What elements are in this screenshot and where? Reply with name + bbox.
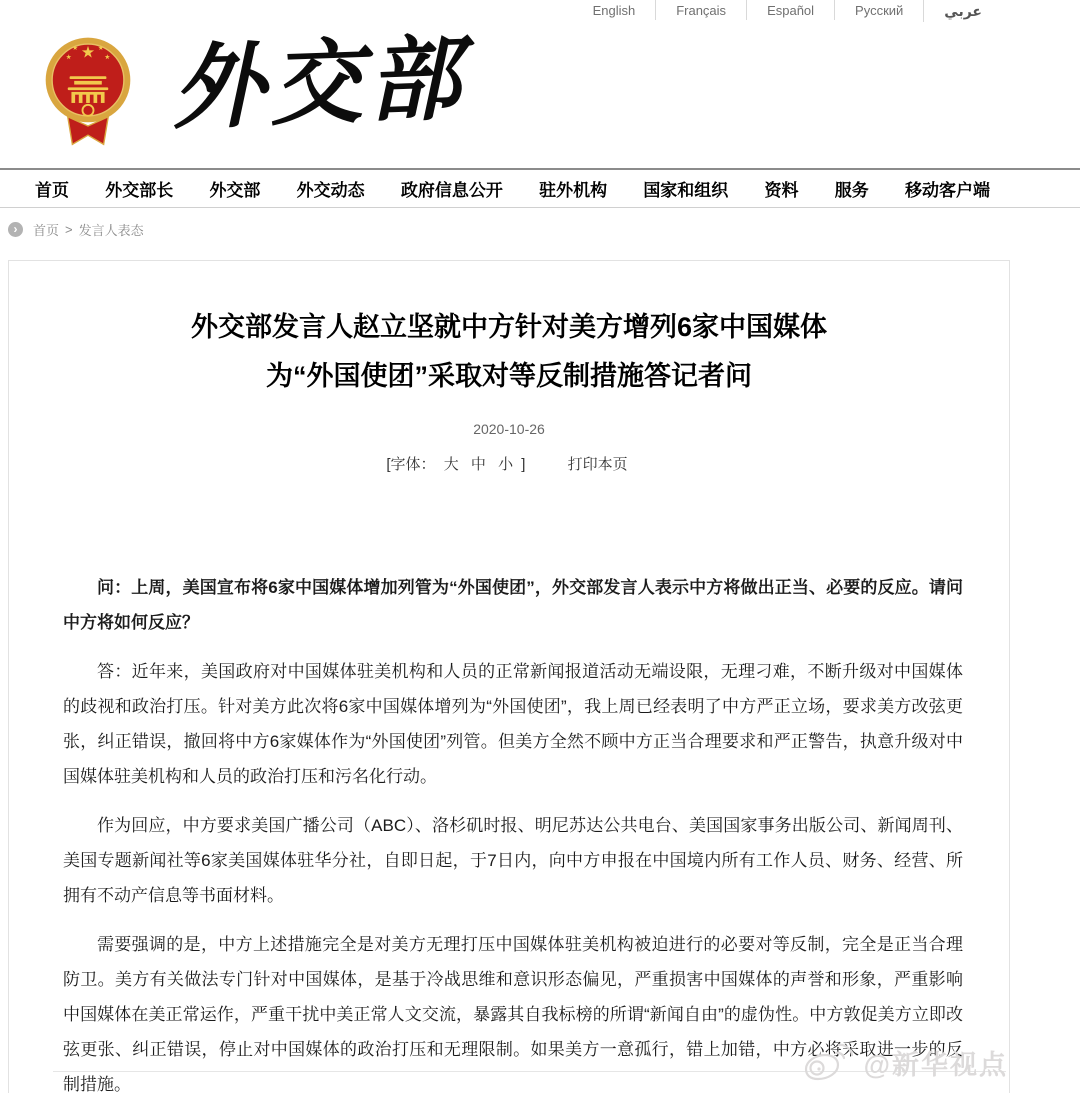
nav-item-mobile-client[interactable]: 移动客户端 xyxy=(904,181,990,200)
font-size-small-button[interactable]: 小 xyxy=(498,456,514,473)
nav-item-ministry[interactable]: 外交部 xyxy=(209,181,261,200)
breadcrumb-arrow-icon: › xyxy=(8,222,23,237)
nav-item-foreign-minister[interactable]: 外交部长 xyxy=(105,181,174,200)
breadcrumb-current: 发言人表态 xyxy=(78,222,144,238)
nav-item-resources[interactable]: 资料 xyxy=(764,181,799,200)
nav-item-gov-info[interactable]: 政府信息公开 xyxy=(400,181,503,200)
article-title xyxy=(9,303,1009,401)
paragraph-answer-1: 答：近年来，美国政府对中国媒体驻美机构和人员的正常新闻报道活动无端设限，无理刁难，不断升级对中国媒体的歧视和政治打压。针对美方此次将6家中国媒体增列为“外国使团”，我上周已经表明了中方严正立场，要求美方改弦更张，纠正错误，撤回将中方6家媒体作为“外国使团”列管。但美方全然不顾中方正当合理要求和严正警告，执意升级对中国媒体驻美机构和人员的政治打压和污名化行动。 xyxy=(63,662,963,786)
breadcrumb xyxy=(8,220,144,238)
site-title-calligraphy[interactable]: 外交部 xyxy=(170,24,468,143)
lang-link-arabic[interactable]: عربي xyxy=(923,0,1002,22)
article-body xyxy=(9,570,1009,1093)
watermark-text: @新华视点 xyxy=(863,1049,1008,1080)
paragraph-answer-2: 作为回应，中方要求美国广播公司（ABC）、洛杉矶时报、明尼苏达公共电台、美国国家事务出版公司、新闻周刊、美国专题新闻社等6家美国媒体驻华分社，自即日起，于7日内，向中方申报在中国境内所有工作人员、财务、经营、所拥有不动产信息等书面材料。 xyxy=(63,816,963,905)
breadcrumb-home-link[interactable]: 首页 xyxy=(33,222,60,238)
article-toolbar xyxy=(9,453,1009,474)
font-size-label: [字体： xyxy=(386,456,436,473)
article-title-line2: 为“外国使团”采取对等反制措施答记者问 xyxy=(266,361,752,391)
breadcrumb-separator: > xyxy=(65,221,73,237)
footer-divider xyxy=(53,1071,1006,1072)
china-national-emblem-logo[interactable] xyxy=(42,32,134,150)
paragraph-question: 问：上周，美国宣布将6家中国媒体增加列管为“外国使团”，外交部发言人表示中方将做出正当、必要的反应。请问中方将如何反应？ xyxy=(63,578,963,632)
lang-link-spanish[interactable]: Español xyxy=(746,0,834,20)
nav-item-countries-orgs[interactable]: 国家和组织 xyxy=(643,181,729,200)
article-container xyxy=(8,260,1010,1093)
lang-link-russian[interactable]: Русский xyxy=(834,0,923,20)
font-size-medium-button[interactable]: 中 xyxy=(470,456,486,473)
lang-link-french[interactable]: Français xyxy=(655,0,746,20)
main-nav xyxy=(0,168,1080,208)
nav-item-missions-abroad[interactable]: 驻外机构 xyxy=(539,181,608,200)
nav-item-services[interactable]: 服务 xyxy=(834,181,869,200)
font-size-label-close: ] xyxy=(521,456,526,473)
paragraph-answer-3: 需要强调的是，中方上述措施完全是对美方无理打压中国媒体驻美机构被迫进行的必要对等反制，完全是正当合理防卫。美方有关做法专门针对中国媒体，是基于冷战思维和意识形态偏见，严重损害中国媒体的声誉和形象，严重影响中国媒体在美正常运作，严重干扰中美正常人文交流，暴露其自我标榜的所谓“新闻自由”的虚伪性。中方敦促美方立即改弦更张、纠正错误，停止对中国媒体的政治打压和无理限制。如果美方一意孤行，错上加错，中方必将采取进一步的反制措施。 xyxy=(63,935,963,1093)
nav-item-diplomatic-news[interactable]: 外交动态 xyxy=(296,181,365,200)
site-header xyxy=(0,10,1080,168)
article-title-line1: 外交部发言人赵立坚就中方针对美方增列6家中国媒体 xyxy=(190,312,827,342)
print-page-button[interactable]: 打印本页 xyxy=(567,456,628,473)
nav-item-home[interactable]: 首页 xyxy=(35,181,69,200)
font-size-large-button[interactable]: 大 xyxy=(443,456,459,473)
lang-link-english[interactable]: English xyxy=(592,3,636,18)
article-date: 2020-10-26 xyxy=(473,421,545,437)
national-emblem-icon xyxy=(42,32,134,150)
